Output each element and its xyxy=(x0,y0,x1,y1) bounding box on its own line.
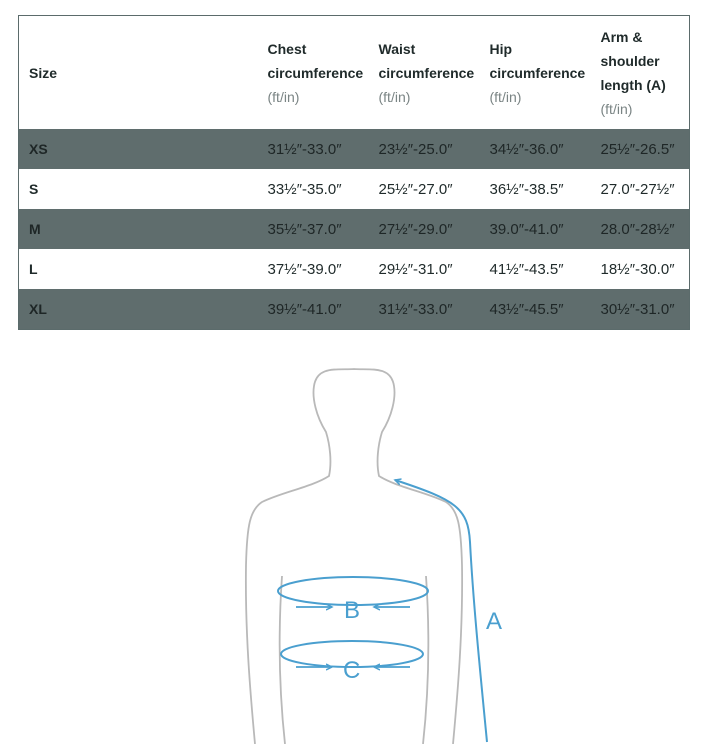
cell-chest: 39½″-41.0″ xyxy=(258,289,369,330)
header-unit: (ft/in) xyxy=(267,88,300,105)
cell-waist: 29½″-31.0″ xyxy=(378,260,453,278)
table-header-row xyxy=(19,16,690,130)
cell-hip: 39.0″-41.0″ xyxy=(480,209,591,249)
left-arm-line xyxy=(280,576,285,744)
label-c: C xyxy=(343,657,361,684)
size-chart-table xyxy=(18,15,690,330)
table-row xyxy=(19,289,690,330)
header-size xyxy=(19,16,258,130)
cell-hip: 41½″-43.5″ xyxy=(489,260,564,278)
cell-size: S xyxy=(29,181,39,197)
cell-size: M xyxy=(19,209,258,249)
cell-arm: 18½″-30.0″ xyxy=(600,260,675,278)
cell-size: L xyxy=(29,261,38,277)
cell-waist: 23½″-25.0″ xyxy=(369,129,480,169)
cell-hip: 34½″-36.0″ xyxy=(480,129,591,169)
table-row xyxy=(19,249,690,289)
cell-chest: 33½″-35.0″ xyxy=(267,180,342,198)
header-arm-shoulder xyxy=(591,16,690,130)
header-waist xyxy=(369,16,480,130)
body-outline xyxy=(246,369,462,744)
cell-waist: 25½″-27.0″ xyxy=(378,180,453,198)
cell-waist: 31½″-33.0″ xyxy=(369,289,480,330)
header-label: Waist circumference xyxy=(378,40,475,81)
cell-size: XS xyxy=(19,129,258,169)
header-label: Size xyxy=(29,64,58,81)
measure-a-line xyxy=(395,480,487,742)
table-row xyxy=(19,129,690,169)
cell-arm: 25½″-26.5″ xyxy=(591,129,690,169)
right-arm-line xyxy=(423,576,428,744)
cell-hip: 36½″-38.5″ xyxy=(489,180,564,198)
cell-chest: 37½″-39.0″ xyxy=(267,260,342,278)
cell-size: XL xyxy=(19,289,258,330)
table-row xyxy=(19,169,690,209)
cell-arm: 27.0″-27½″ xyxy=(600,180,675,198)
header-unit: (ft/in) xyxy=(600,100,633,117)
cell-waist: 27½″-29.0″ xyxy=(369,209,480,249)
cell-arm: 30½″-31.0″ xyxy=(591,289,690,330)
table-row xyxy=(19,209,690,249)
cell-chest: 35½″-37.0″ xyxy=(258,209,369,249)
label-b: B xyxy=(344,597,361,624)
header-hip xyxy=(480,16,591,130)
header-label: Arm & shoulder length (A) xyxy=(600,28,666,93)
label-a: A xyxy=(486,608,503,635)
header-label: Chest circumference xyxy=(267,40,364,81)
header-chest xyxy=(258,16,369,130)
cell-hip: 43½″-45.5″ xyxy=(480,289,591,330)
cell-arm: 28.0″-28½″ xyxy=(591,209,690,249)
header-label: Hip circumference xyxy=(489,40,586,81)
cell-chest: 31½″-33.0″ xyxy=(258,129,369,169)
header-unit: (ft/in) xyxy=(489,88,522,105)
header-unit: (ft/in) xyxy=(378,88,411,105)
body-measurement-diagram xyxy=(0,350,707,744)
